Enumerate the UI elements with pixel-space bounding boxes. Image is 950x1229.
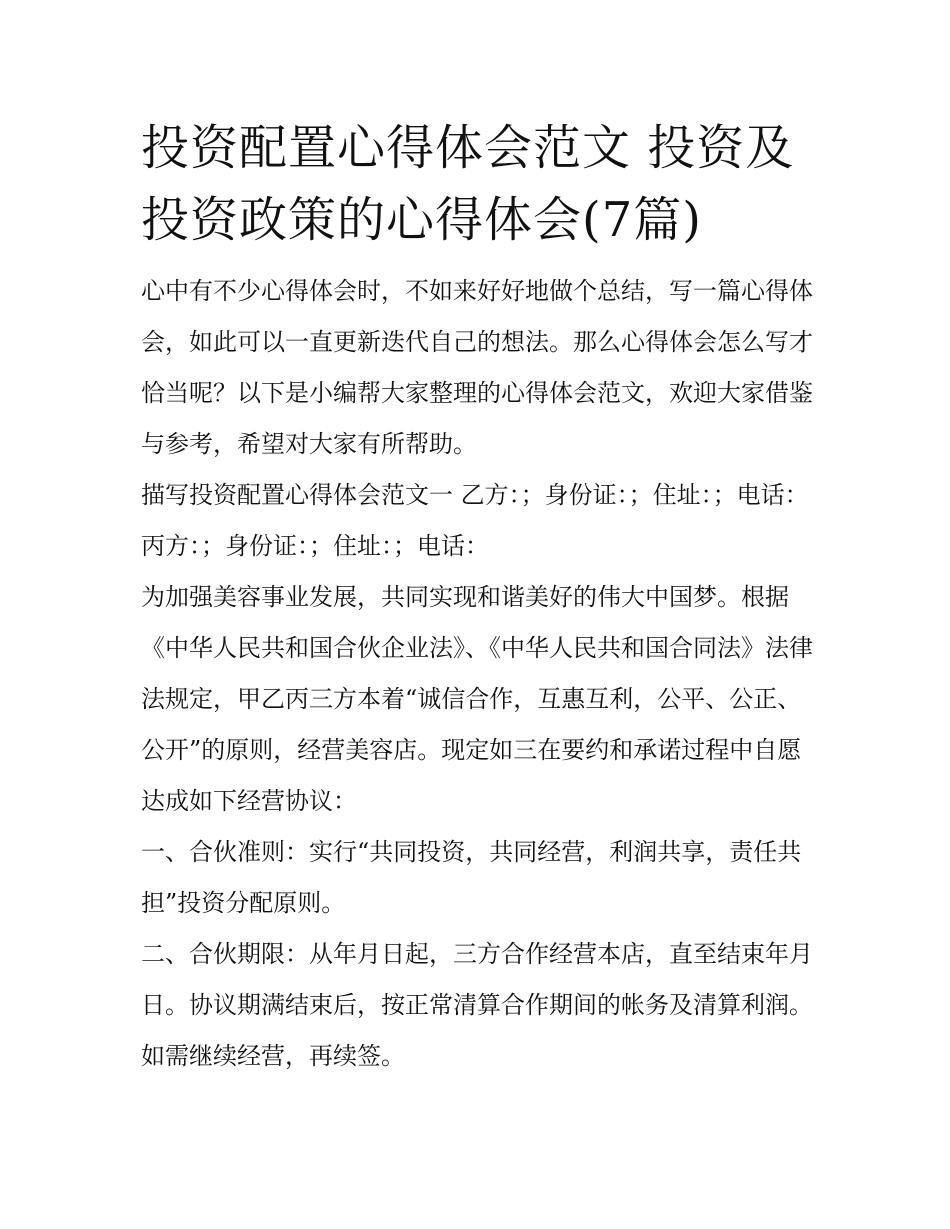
agreement-preamble-paragraph: 为加强美容事业发展，共同实现和谐美好的伟大中国梦。根据《中华人民共和国合伙企业法》、《中华人民共和国合同法》法律法规定，甲乙丙三方本着“诚信合作，互惠互利，公平、公正、公开”的原则，经营美容店。现定如三在要约和承诺过程中自愿达成如下经营协议： (141, 583, 813, 815)
document-title: 投资配置心得体会范文 投资及投资政策的心得体会(7篇) (141, 120, 795, 248)
clause-2-paragraph: 二、合伙期限：从年月日起，三方合作经营本店，直至结束年月日。协议期满结束后，按正常清算合作期间的帐务及清算利润。如需继续经营，再续签。 (141, 940, 813, 1070)
clause-1-paragraph: 一、合伙准则：实行“共同投资，共同经营，利润共享，责任共担”投资分配原则。 (141, 838, 802, 917)
document-page (141, 112, 821, 1082)
intro-paragraph: 心中有不少心得体会时，不如来好好地做个总结，写一篇心得体会，如此可以一直更新迭代自己的想法。那么心得体会怎么写才恰当呢？以下是小编帮大家整理的心得体会范文，欢迎大家借鉴与参考，希望对大家有所帮助。 (141, 277, 813, 458)
party-info-paragraph: 描写投资配置心得体会范文一 乙方：；身份证：；住址：；电话： 丙方：；身份证：；住址：；电话： (141, 481, 809, 560)
